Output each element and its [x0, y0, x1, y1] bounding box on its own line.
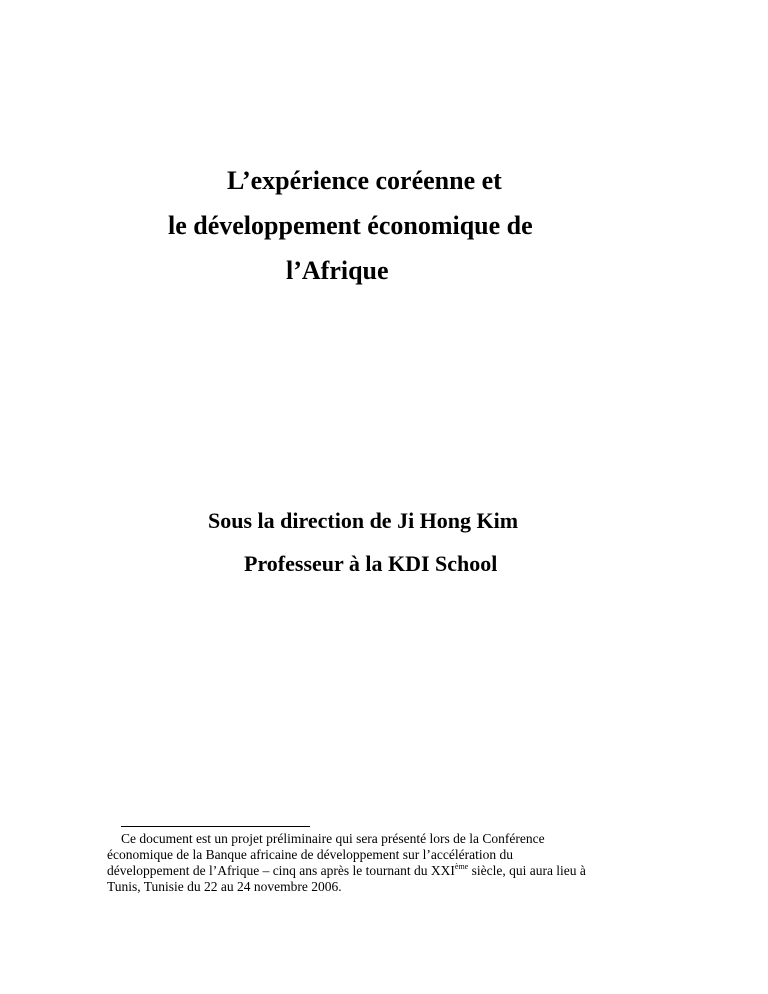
footnote-line-3-text: développement de l’Afrique – cinq ans après le tournant du XXI — [107, 863, 455, 878]
footnote-line-4: Tunis, Tunisie du 22 au 24 novembre 2006. — [107, 879, 342, 894]
footnote-line-3 — [107, 863, 667, 879]
footnote-superscript: ème — [454, 862, 469, 871]
title-line-3: l’Afrique — [286, 256, 389, 285]
footnote-line-1: Ce document est un projet préliminaire qui sera présenté lors de la Conférence — [121, 831, 545, 846]
author-direction: Sous la direction de Ji Hong Kim — [208, 508, 519, 533]
footnote — [107, 831, 667, 895]
footnote-line-2: économique de la Banque africaine de développement sur l’accélération du — [107, 847, 513, 862]
title-line-2: le développement économique de — [168, 211, 533, 240]
footnote-separator — [121, 826, 310, 827]
footnote-line-3-end: siècle, qui aura lieu à — [468, 863, 586, 878]
title-line-1: L’expérience coréenne et — [227, 166, 502, 195]
author-affiliation: Professeur à la KDI School — [244, 551, 498, 576]
